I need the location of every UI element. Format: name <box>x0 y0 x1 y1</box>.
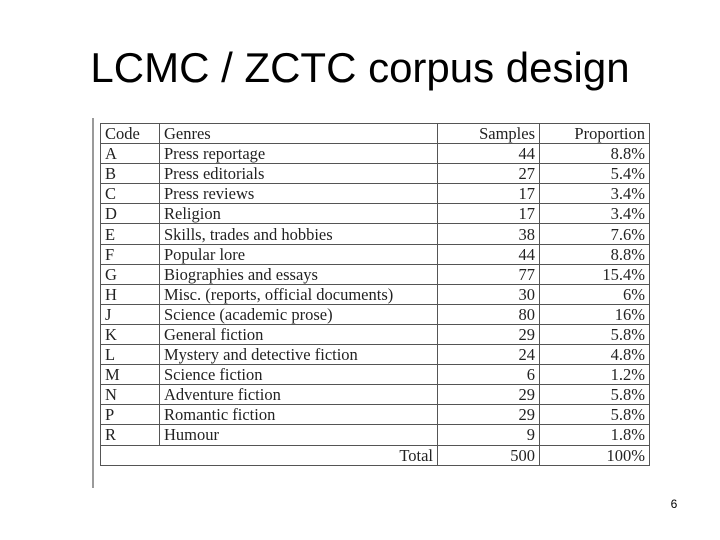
table-total-row <box>101 445 650 465</box>
table-header-row <box>101 124 650 144</box>
corpus-design-table <box>100 123 650 466</box>
cell-genre: General fiction <box>160 324 438 344</box>
cell-samples: 29 <box>438 405 540 425</box>
table-row <box>101 345 650 365</box>
cell-proportion: 5.8% <box>540 324 650 344</box>
table-row <box>101 244 650 264</box>
cell-code: E <box>101 224 160 244</box>
cell-proportion: 15.4% <box>540 264 650 284</box>
cell-genre: Biographies and essays <box>160 264 438 284</box>
cell-code: M <box>101 365 160 385</box>
cell-samples: 17 <box>438 204 540 224</box>
cell-samples: 44 <box>438 144 540 164</box>
cell-genre: Romantic fiction <box>160 405 438 425</box>
cell-samples: 38 <box>438 224 540 244</box>
cell-genre: Science fiction <box>160 365 438 385</box>
header-proportion: Proportion <box>540 124 650 144</box>
cell-code: F <box>101 244 160 264</box>
cell-code: P <box>101 405 160 425</box>
cell-proportion: 1.2% <box>540 365 650 385</box>
cell-proportion: 5.8% <box>540 385 650 405</box>
total-proportion: 100% <box>540 445 650 465</box>
cell-samples: 80 <box>438 304 540 324</box>
cell-proportion: 4.8% <box>540 345 650 365</box>
cell-genre: Science (academic prose) <box>160 304 438 324</box>
cell-genre: Religion <box>160 204 438 224</box>
cell-code: B <box>101 164 160 184</box>
cell-code: N <box>101 385 160 405</box>
cell-genre: Press reviews <box>160 184 438 204</box>
cell-samples: 77 <box>438 264 540 284</box>
table-row <box>101 365 650 385</box>
cell-code: K <box>101 324 160 344</box>
cell-proportion: 6% <box>540 284 650 304</box>
cell-proportion: 1.8% <box>540 425 650 445</box>
header-genres: Genres <box>160 124 438 144</box>
cell-code: D <box>101 204 160 224</box>
slide-title: LCMC / ZCTC corpus design <box>90 44 630 91</box>
table-row <box>101 385 650 405</box>
table-row <box>101 224 650 244</box>
cell-samples: 27 <box>438 164 540 184</box>
cell-proportion: 3.4% <box>540 204 650 224</box>
cell-proportion: 16% <box>540 304 650 324</box>
cell-genre: Popular lore <box>160 244 438 264</box>
cell-genre: Misc. (reports, official documents) <box>160 284 438 304</box>
cell-samples: 24 <box>438 345 540 365</box>
table-body <box>101 144 650 445</box>
cell-genre: Press editorials <box>160 164 438 184</box>
table-row <box>101 324 650 344</box>
table-row <box>101 264 650 284</box>
cell-code: A <box>101 144 160 164</box>
header-samples: Samples <box>438 124 540 144</box>
table-row <box>101 284 650 304</box>
total-label: Total <box>101 445 438 465</box>
cell-samples: 17 <box>438 184 540 204</box>
cell-proportion: 8.8% <box>540 144 650 164</box>
cell-code: R <box>101 425 160 445</box>
cell-genre: Skills, trades and hobbies <box>160 224 438 244</box>
table-row <box>101 164 650 184</box>
cell-samples: 9 <box>438 425 540 445</box>
cell-samples: 29 <box>438 385 540 405</box>
cell-proportion: 5.8% <box>540 405 650 425</box>
table-row <box>101 405 650 425</box>
cell-proportion: 3.4% <box>540 184 650 204</box>
cell-proportion: 8.8% <box>540 244 650 264</box>
cell-code: G <box>101 264 160 284</box>
table-row <box>101 304 650 324</box>
cell-genre: Press reportage <box>160 144 438 164</box>
cell-samples: 6 <box>438 365 540 385</box>
cell-genre: Adventure fiction <box>160 385 438 405</box>
cell-proportion: 7.6% <box>540 224 650 244</box>
cell-code: H <box>101 284 160 304</box>
table-row <box>101 184 650 204</box>
table-row <box>101 425 650 445</box>
cell-samples: 30 <box>438 284 540 304</box>
table-row <box>101 144 650 164</box>
header-code: Code <box>101 124 160 144</box>
cell-genre: Humour <box>160 425 438 445</box>
table-image <box>92 118 652 488</box>
cell-proportion: 5.4% <box>540 164 650 184</box>
table-row <box>101 204 650 224</box>
page-number: 6 <box>670 497 678 511</box>
cell-code: L <box>101 345 160 365</box>
total-samples: 500 <box>438 445 540 465</box>
cell-code: J <box>101 304 160 324</box>
cell-genre: Mystery and detective fiction <box>160 345 438 365</box>
cell-samples: 44 <box>438 244 540 264</box>
cell-samples: 29 <box>438 324 540 344</box>
cell-code: C <box>101 184 160 204</box>
